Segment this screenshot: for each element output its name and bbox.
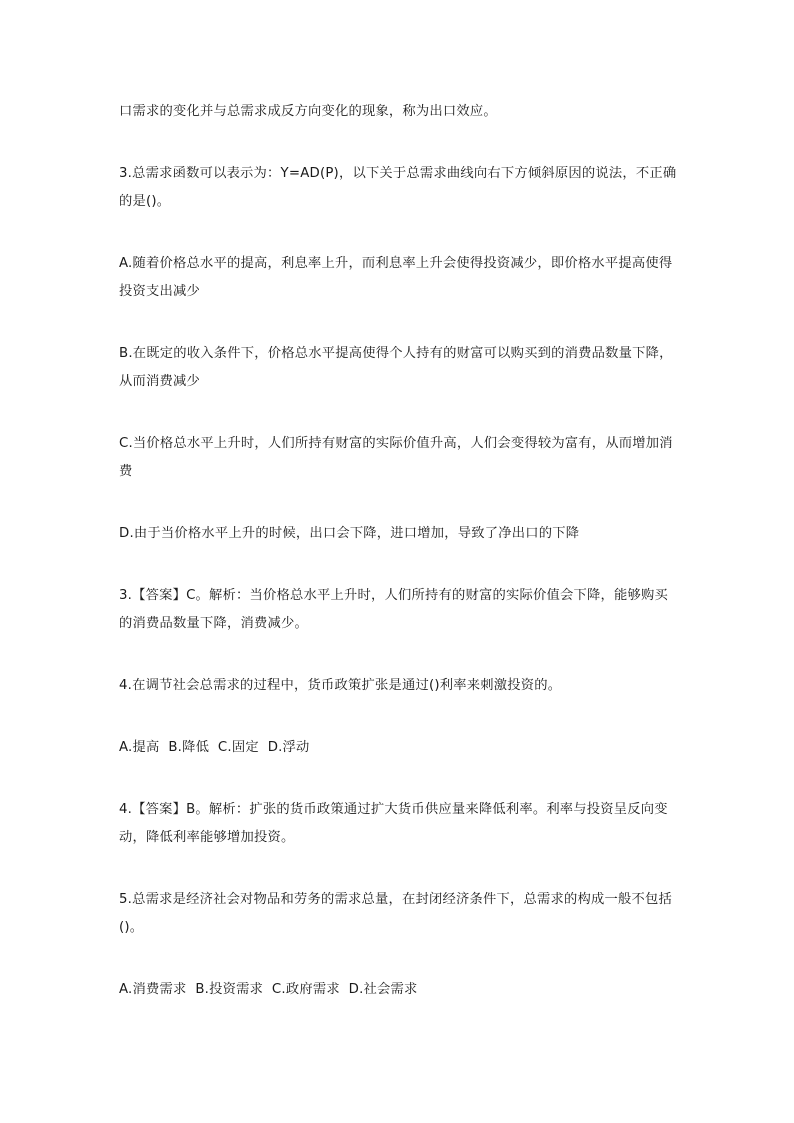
question-3-option-a: A.随着价格总水平的提高，利息率上升，而利息率上升会使得投资减少，即价格水平提高使得投资支出减少	[119, 256, 673, 299]
question-3-option-c: C.当价格总水平上升时，人们所持有财富的实际价值升高，人们会变得较为富有，从而增加消费	[119, 436, 673, 479]
question-5-options: A.消费需求 B.投资需求 C.政府需求 D.社会需求	[119, 982, 418, 997]
question-4-options: A.提高 B.降低 C.固定 D.浮动	[119, 740, 310, 755]
question-5: 5.总需求是经济社会对物品和劳务的需求总量，在封闭经济条件下，总需求的构成一般不包括()。	[119, 892, 672, 935]
question-3-answer: 3.【答案】C。解析：当价格总水平上升时，人们所持有的财富的实际价值会下降，能够购买的消费品数量下降，消费减少。	[119, 588, 668, 631]
paragraph-export-effect: 口需求的变化并与总需求成反方向变化的现象，称为出口效应。	[119, 104, 497, 119]
question-3-option-d: D.由于当价格水平上升的时候，出口会下降，进口增加，导致了净出口的下降	[119, 526, 580, 541]
question-3-option-b: B.在既定的收入条件下，价格总水平提高使得个人持有的财富可以购买到的消费品数量下降，从而消费减少	[119, 346, 673, 389]
question-4: 4.在调节社会总需求的过程中，货币政策扩张是通过()利率来刺激投资的。	[119, 678, 562, 693]
question-3: 3.总需求函数可以表示为：Y=AD(P)，以下关于总需求曲线向右下方倾斜原因的说法，不正确的是()。	[119, 166, 677, 209]
question-4-answer: 4.【答案】B。解析：扩张的货币政策通过扩大货币供应量来降低利率。利率与投资呈反向变动，降低利率能够增加投资。	[119, 802, 668, 845]
document-body	[119, 98, 679, 1038]
